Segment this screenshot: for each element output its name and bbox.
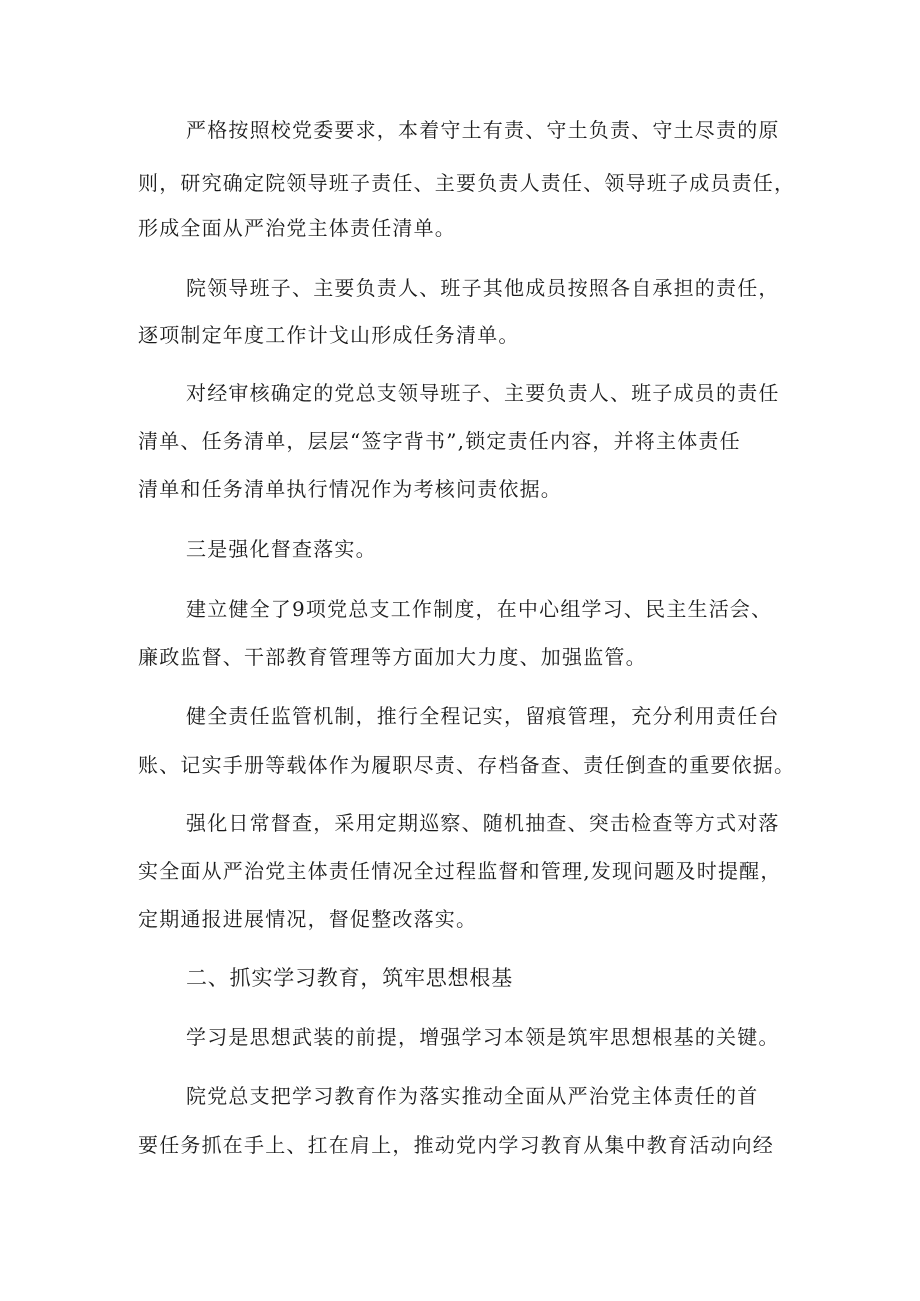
paragraph-8-line-1: 院党总支把学习教育作为落实推动全面从严治党主体责任的首 [186,1084,759,1108]
paragraph-5-line-1: 健全责任监管机制，推行全程记实，留痕管理，充分利用责任台 [186,704,780,728]
paragraph-7-line-1: 学习是思想武装的前提，增强学习本领是筑牢思想根基的关键。 [186,1025,780,1049]
paragraph-2-line-1: 院领导班子、主要负责人、班子其他成员按照各自承担的责任， [186,276,780,300]
paragraph-6-line-3: 定期通报进展情况，督促整改落实。 [138,907,478,931]
paragraph-1-line-3: 形成全面从严治党主体责任清单。 [138,216,456,240]
paragraph-6-line-1: 强化日常督查，采用定期巡察、随机抽查、突击检查等方式对落 [186,811,780,835]
paragraph-4-line-2: 廉政监督、干部教育管理等方面加大力度、加强监管。 [138,645,647,669]
paragraph-2-line-2: 逐项制定年度工作计戈山形成任务清单。 [138,323,520,347]
paragraph-3-line-1: 对经审核确定的党总支领导班子、主要负责人、班子成员的责任 [186,381,780,405]
paragraph-8-line-2: 要任务抓在手上、扛在肩上，推动党内学习教育从集中教育活动向经 [138,1133,774,1157]
section-heading-2: 二、抓实学习教育，筑牢思想根基 [186,966,513,990]
paragraph-3-line-2: 清单、任务清单，层层“签字背书”,锁定责任内容，并将主体责任 [138,429,741,453]
paragraph-4-line-1: 建立健全了9项党总支工作制度，在中心组学习、民主生活会、 [186,597,773,621]
paragraph-3-line-3: 清单和任务清单执行情况作为考核问责依据。 [138,477,562,501]
paragraph-1-line-2: 则，研究确定院领导班子责任、主要负责人责任、领导班子成员责任， [138,171,796,195]
section-subheading: 三是强化督查落实。 [186,537,377,561]
paragraph-5-line-2: 账、记实手册等载体作为履职尽责、存档备查、责任倒查的重要依据。 [138,753,796,777]
paragraph-6-line-2: 实全面从严治党主体责任情况全过程监督和管理,发现问题及时提醒， [138,859,782,883]
paragraph-1-line-1: 严格按照校党委要求，本着守土有责、守土负责、守土尽责的原 [186,118,780,142]
